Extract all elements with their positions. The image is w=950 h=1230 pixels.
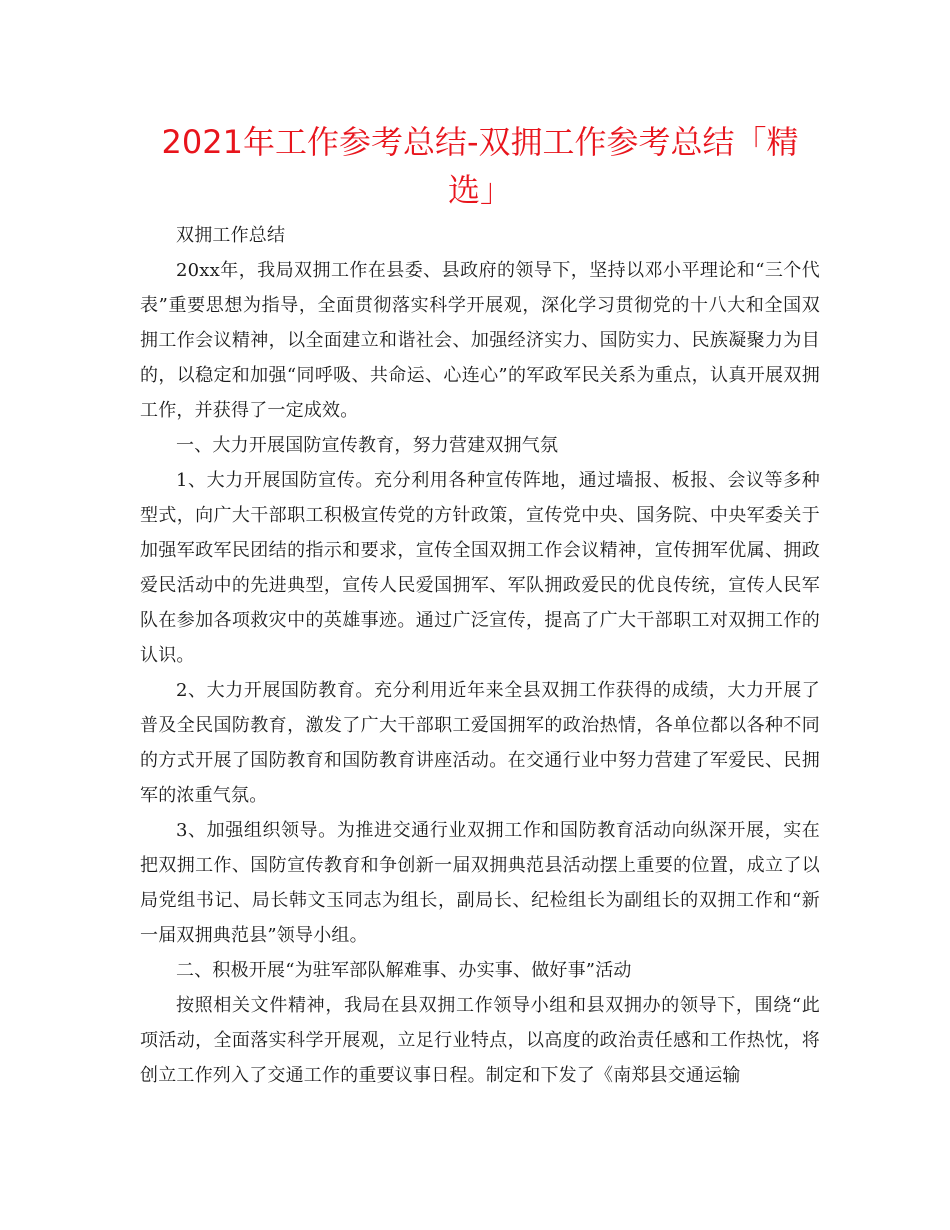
document-title: 2021年工作参考总结-双拥工作参考总结「精选」: [161, 123, 799, 209]
paragraph-education: 2、大力开展国防教育。充分利用近年来全县双拥工作获得的成绩，大力开展了普及全民国防教育，激发了广大干部职工爱国拥军的政治热情，各单位都以各种不同的方式开展了国防教育和国防教育讲座活动。在交通行业中努力营建了军爱民、民拥军的浓重气氛。: [140, 680, 820, 806]
section-heading-2: 二、积极开展“为驻军部队解难事、办实事、做好事”活动: [176, 960, 632, 981]
section-heading-1: 一、大力开展国防宣传教育，努力营建双拥气氛: [176, 435, 559, 456]
paragraph-propaganda: 1、大力开展国防宣传。充分利用各种宣传阵地，通过墙报、板报、会议等多种型式，向广大干部职工积极宣传党的方针政策，宣传党中央、国务院、中央军委关于加强军政军民团结的指示和要求，宣传全国双拥工作会议精神，宣传拥军优属、拥政爱民活动中的先进典型，宣传人民爱国拥军、军队拥政爱民的优良传统，宣传人民军队在参加各项救灾中的英雄事迹。通过广泛宣传，提高了广大干部职工对双拥工作的认识。: [140, 470, 820, 666]
paragraph-leadership: 3、加强组织领导。为推进交通行业双拥工作和国防教育活动向纵深开展，实在把双拥工作、国防宣传教育和争创新一届双拥典范县活动摆上重要的位置，成立了以局党组书记、局长韩文玉同志为组长，副局长、纪检组长为副组长的双拥工作和“新一届双拥典范县”领导小组。: [140, 820, 820, 946]
paragraph-activities: 按照相关文件精神，我局在县双拥工作领导小组和县双拥办的领导下，围绕“此项活动，全面落实科学开展观，立足行业特点，以高度的政治责任感和工作热忱，将创立工作列入了交通工作的重要议事日程。制定和下发了《南郑县交通运输: [140, 995, 820, 1086]
section-subtitle: 双拥工作总结: [176, 225, 286, 246]
document-page: [140, 118, 820, 1093]
intro-paragraph: 20xx年，我局双拥工作在县委、县政府的领导下，坚持以邓小平理论和“三个代表”重要思想为指导，全面贯彻落实科学开展观，深化学习贯彻党的十八大和全国双拥工作会议精神，以全面建立和谐社会、加强经济实力、国防实力、民族凝聚力为目的，以稳定和加强“同呼吸、共命运、心连心”的军政军民关系为重点，认真开展双拥工作，并获得了一定成效。: [140, 260, 820, 421]
